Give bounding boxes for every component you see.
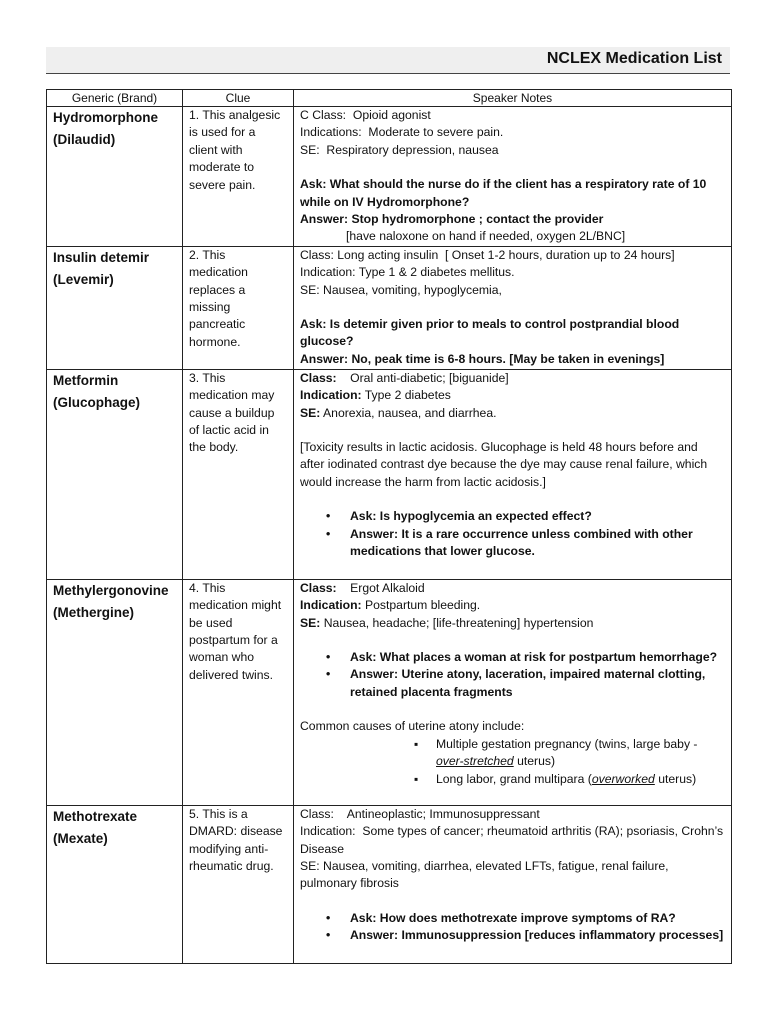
class-line <box>300 806 725 823</box>
answer-text: • Answer: Immunosuppression [reduces inflammatory processes] <box>346 927 725 944</box>
list-item <box>436 736 725 771</box>
cause-emphasis: over-stretched <box>436 754 514 769</box>
clue-cell: 5. This is a DMARD: disease modifying anti-rheumatic drug. <box>183 805 294 963</box>
answer-text: Answer: Stop hydromorphone ; contact the provider <box>300 212 604 227</box>
class-value: Antineoplastic; Immunosuppressant <box>333 806 540 821</box>
indication-line <box>300 387 725 404</box>
brand-name: (Glucophage) <box>53 394 140 410</box>
indication-label: Indications: <box>300 125 362 140</box>
answer-text: Answer: No, peak time is 6-8 hours. [May be taken in evenings] <box>300 351 665 366</box>
causes-list <box>300 736 725 788</box>
class-label: Class: <box>300 247 334 262</box>
class-label: C Class: <box>300 108 347 122</box>
column-header-notes: Speaker Notes <box>294 90 732 107</box>
se-value: Respiratory depression, nausea <box>319 142 499 157</box>
class-label: Class: <box>300 806 334 821</box>
se-line <box>300 282 725 299</box>
column-header-generic: Generic (Brand) <box>47 90 183 107</box>
ask-text: Ask: What should the nurse do if the client has a respiratory rate of 10 while on IV Hydromorphone? <box>300 177 707 209</box>
se-line <box>300 142 725 159</box>
indication-line <box>300 597 725 614</box>
indication-label: Indication: <box>300 598 362 613</box>
list-item <box>436 771 725 788</box>
ask-text: Ask: Is detemir given prior to meals to control postprandial blood glucose? <box>300 317 680 349</box>
clue-cell: 4. This medication might be used postpartum for a woman who delivered twins. <box>183 579 294 805</box>
se-line <box>300 858 725 893</box>
brand-name: (Methergine) <box>53 604 134 620</box>
indication-label: Indication: <box>300 824 356 839</box>
page-header <box>46 47 730 74</box>
se-label: SE: <box>300 282 320 297</box>
table-row <box>47 246 732 369</box>
ask-text: • Ask: Is hypoglycemia an expected effect? <box>346 508 725 525</box>
indication-value: Some types of cancer; rheumatoid arthritis (RA); psoriasis, Crohn’s Disease <box>300 824 727 856</box>
column-header-clue: Clue <box>183 90 294 107</box>
ask-text: • Ask: How does methotrexate improve symptoms of RA? <box>346 910 725 927</box>
se-label: SE: <box>300 142 320 157</box>
clue-cell: 2. This medication replaces a missing pancreatic hormone. <box>183 246 294 369</box>
indication-line <box>300 124 725 141</box>
se-value: Anorexia, nausea, and diarrhea. <box>320 405 497 420</box>
class-label: Class: <box>300 580 337 595</box>
table-header-row <box>47 90 732 107</box>
indication-label: Indication: <box>300 388 362 403</box>
drug-name-cell <box>47 246 183 369</box>
notes-cell <box>294 107 732 247</box>
class-line <box>300 107 725 124</box>
generic-name: Hydromorphone <box>53 110 159 125</box>
cause-text: Long labor, grand multipara ( <box>436 771 592 786</box>
cause-text: uterus) <box>513 754 556 769</box>
indication-value: Postpartum bleeding. <box>361 598 481 613</box>
qa-list <box>300 649 725 701</box>
answer-text: • Answer: It is a rare occurrence unless combined with other medications that lower glucose. <box>346 526 725 561</box>
se-value: Nausea, vomiting, diarrhea, elevated LFTs, fatigue, renal failure, pulmonary fibrosis <box>300 859 672 891</box>
ask-text: • Ask: What places a woman at risk for postpartum hemorrhage? <box>346 649 725 666</box>
notes-cell <box>294 369 732 579</box>
class-line <box>300 370 725 387</box>
toxicity-note: [Toxicity results in lactic acidosis. Glucophage is held 48 hours before and after iodinated contrast dye because the dye may cause renal failure, which would increase the harm from lactic acidosis.] <box>300 440 708 489</box>
table-row <box>47 107 732 247</box>
drug-name-cell <box>47 805 183 963</box>
cause-text: Multiple gestation pregnancy (twins, large baby - <box>436 736 701 751</box>
se-line <box>300 615 725 632</box>
se-line <box>300 405 725 422</box>
generic-name: Insulin detemir <box>53 249 150 265</box>
indication-line <box>300 264 725 281</box>
drug-name-cell <box>47 107 183 247</box>
generic-name: Methotrexate <box>53 808 138 824</box>
table-row <box>47 579 732 805</box>
clue-cell: 1. This analgesic is used for a client with moderate to severe pain. <box>183 107 294 247</box>
class-value: Opioid agonist <box>346 108 431 122</box>
class-line <box>300 580 725 597</box>
generic-name: Methylergonovine <box>53 582 169 598</box>
se-value: Nausea, vomiting, hypoglycemia, <box>319 282 502 297</box>
notes-cell <box>294 805 732 963</box>
brand-name: (Mexate) <box>53 830 108 846</box>
class-value: Oral anti-diabetic; [biguanide] <box>336 370 509 385</box>
answer-text: • Answer: Uterine atony, laceration, impaired maternal clotting, retained placenta fragments <box>346 666 725 701</box>
notes-cell <box>294 246 732 369</box>
class-value: Ergot Alkaloid <box>336 580 425 595</box>
indication-label: Indication: <box>300 265 356 280</box>
brand-name: (Dilaudid) <box>53 132 116 147</box>
extra-note: [have naloxone on hand if needed, oxygen 2L/BNC] <box>346 229 626 244</box>
drug-name-cell <box>47 369 183 579</box>
class-line <box>300 247 725 264</box>
indication-value: Type 1 & 2 diabetes mellitus. <box>355 265 515 280</box>
class-label: Class: <box>300 370 337 385</box>
table-row <box>47 369 732 579</box>
causes-intro: Common causes of uterine atony include: <box>300 719 525 734</box>
clue-cell: 3. This medication may cause a buildup of lactic acid in the body. <box>183 369 294 579</box>
se-label: SE: <box>300 615 321 630</box>
medication-table <box>46 89 732 964</box>
cause-text: uterus) <box>654 771 697 786</box>
indication-value: Moderate to severe pain. <box>361 125 504 140</box>
drug-name-cell <box>47 579 183 805</box>
document-title: NCLEX Medication List <box>546 50 722 67</box>
indication-line <box>300 823 725 858</box>
indication-value: Type 2 diabetes <box>361 388 451 403</box>
generic-name: Metformin <box>53 372 119 388</box>
cause-emphasis: overworked <box>591 771 655 786</box>
se-label: SE: <box>300 859 320 874</box>
qa-list <box>300 508 725 560</box>
se-label: SE: <box>300 405 321 420</box>
table-row <box>47 805 732 963</box>
notes-cell <box>294 579 732 805</box>
qa-list <box>300 910 725 945</box>
class-value: Long acting insulin [ Onset 1-2 hours, duration up to 24 hours] <box>333 247 675 262</box>
brand-name: (Levemir) <box>53 271 114 287</box>
se-value: Nausea, headache; [life-threatening] hypertension <box>320 615 594 630</box>
